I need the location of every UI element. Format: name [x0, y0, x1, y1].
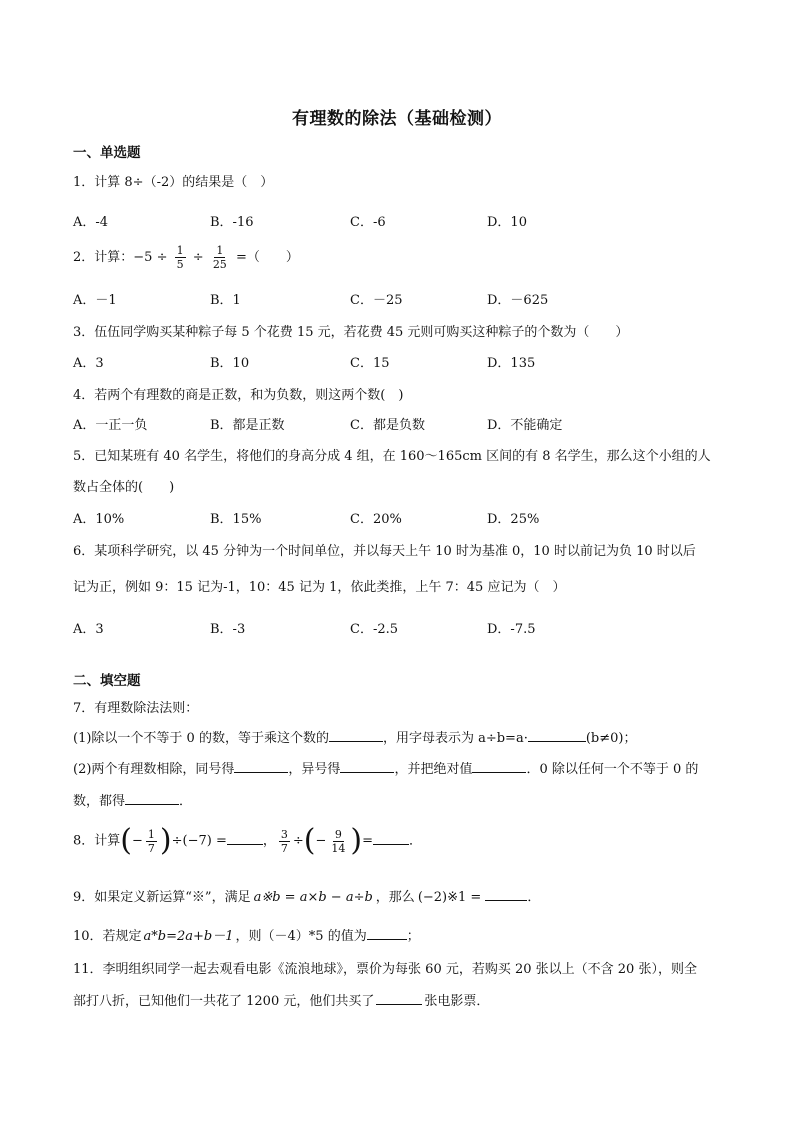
- question-7-line-1: 7．有理数除法法则：: [73, 701, 199, 716]
- q2-f1-numerator: 1: [176, 244, 184, 257]
- q8-f1-denominator: 7: [147, 841, 155, 855]
- q8-mid-1: ÷(−7) =: [171, 833, 227, 849]
- answer-blank: [227, 832, 263, 845]
- q2-divide-sign: ÷: [192, 250, 204, 265]
- q2-suffix: =（ ）: [235, 250, 299, 265]
- q2-fraction-2: [211, 244, 229, 271]
- q8-comma: ，: [262, 833, 276, 849]
- question-7-line-3: [73, 758, 698, 777]
- q8-f1-numerator: 1: [147, 827, 155, 841]
- answer-blank: [125, 792, 179, 805]
- q1-option-d: D．10: [487, 215, 527, 230]
- question-6-line-2: 记为正，例如 9：15 记为-1，10：45 记为 1，依此类推，上午 7：45 应记为（ ）: [73, 580, 566, 595]
- q7-l2-text-b: ，用字母表示为 a÷b=a·: [382, 731, 528, 746]
- question-11-line-1: 11．李明组织同学一起去观看电影《流浪地球》，票价为每张 60 元，若购买 20 张以上（不含 20 张），则全: [73, 962, 697, 977]
- q8-left-paren: (: [120, 823, 132, 858]
- answer-blank: [234, 760, 288, 773]
- q7-l4-text-a: 数，都得: [73, 794, 126, 809]
- q2-option-d: D．－625: [487, 293, 549, 308]
- answer-blank: [485, 888, 527, 901]
- q8-fraction-3: [329, 828, 347, 855]
- q8-f2-numerator: 3: [280, 827, 288, 841]
- q8-fraction-2: [279, 828, 290, 855]
- q8-end: ．: [409, 833, 423, 849]
- q9-end: ．: [527, 890, 541, 905]
- q2-f2-numerator: 1: [216, 244, 224, 257]
- answer-blank: [373, 832, 409, 845]
- q8-equals: =: [362, 833, 374, 849]
- answer-blank: [376, 992, 422, 1005]
- q7-l3-text-c: ，并把绝对值: [394, 762, 473, 777]
- q3-option-d: D．135: [487, 356, 536, 371]
- question-11-line-2: [73, 990, 489, 1009]
- q2-prefix: 2．计算：: [73, 250, 134, 265]
- q6-option-b: B．-3: [210, 622, 246, 637]
- q1-option-a: A．-4: [73, 215, 109, 230]
- q6-option-c: C．-2.5: [350, 622, 399, 637]
- question-7-line-4: [73, 790, 192, 809]
- q4-option-c: C．都是负数: [350, 418, 425, 433]
- q7-l2-text-a: (1)除以一个不等于 0 的数，等于乘这个数的: [73, 731, 329, 746]
- question-9-text: [73, 886, 540, 905]
- q8-prefix: 8．计算: [73, 833, 121, 849]
- page-title: 有理数的除法（基础检测）: [292, 109, 502, 129]
- q2-fraction-1: [175, 244, 186, 271]
- answer-blank: [367, 927, 407, 940]
- q8-minus-2: −: [315, 833, 327, 849]
- q1-option-b: B．-16: [210, 215, 254, 230]
- q4-option-a: A．一正一负: [73, 418, 148, 433]
- question-7-line-2: [73, 727, 636, 746]
- q10-prefix: 10．若规定: [73, 929, 142, 944]
- q8-minus: −: [132, 833, 143, 849]
- q8-f2-denominator: 7: [280, 841, 288, 855]
- q10-mid: ，则（－4）*5 的值为: [235, 929, 367, 944]
- answer-blank: [472, 760, 526, 773]
- question-5-line-2: 数占全体的( ): [73, 480, 175, 495]
- q8-f3-numerator: 9: [334, 827, 342, 841]
- q2-option-c: C．－25: [350, 293, 403, 308]
- q7-l3-text-b: ，异号得: [288, 762, 341, 777]
- q8-right-paren-2: ): [350, 823, 363, 858]
- question-2-text: [73, 244, 299, 271]
- q5-option-b: B．15%: [210, 512, 262, 527]
- q3-option-c: C．15: [350, 356, 390, 371]
- answer-blank: [340, 760, 394, 773]
- q5-option-a: A．10%: [73, 512, 125, 527]
- q9-formula: a※b = a×b − a÷b: [253, 890, 373, 905]
- question-8-text: [73, 823, 423, 858]
- q10-formula: a*b=2a+b－1: [143, 929, 234, 944]
- question-1-text: 1．计算 8÷（-2）的结果是（ ）: [73, 175, 274, 190]
- question-10-text: [73, 925, 420, 944]
- q3-option-b: B．10: [210, 356, 250, 371]
- q7-l3-text-a: (2)两个有理数相除，同号得: [73, 762, 235, 777]
- q8-left-paren-2: (: [303, 823, 316, 858]
- q5-option-c: C．20%: [350, 512, 402, 527]
- q8-divide-sign: ÷: [292, 833, 304, 849]
- q7-l4-text-b: ．: [179, 794, 193, 809]
- q11-l2-text-b: 张电影票．: [424, 994, 490, 1009]
- q10-end: ；: [406, 929, 420, 944]
- section-heading-fill-in: 二、填空题: [73, 673, 141, 689]
- answer-blank: [528, 729, 586, 742]
- q2-minus-five: −5 ÷: [133, 250, 168, 265]
- question-3-text: 3．伍伍同学购买某种粽子每 5 个花费 15 元，若花费 45 元则可购买这种粽子的个数为（ ）: [73, 325, 629, 340]
- q8-right-paren: ): [159, 823, 172, 858]
- q7-l3-text-d: ．0 除以任何一个不等于 0 的: [526, 762, 699, 777]
- q4-option-b: B．都是正数: [210, 418, 285, 433]
- q8-f3-denominator: 14: [331, 841, 346, 855]
- q2-f2-denominator: 25: [212, 258, 227, 271]
- q11-l2-text-a: 部打八折，已知他们一共花了 1200 元，他们共买了: [73, 994, 375, 1009]
- question-5-line-1: 5．已知某班有 40 名学生，将他们的身高分成 4 组，在 160～165cm 区间的有 8 名学生，那么这个小组的人: [73, 449, 711, 464]
- answer-blank: [329, 729, 383, 742]
- q4-option-d: D．不能确定: [487, 418, 563, 433]
- q9-mid: ，那么: [375, 890, 415, 905]
- q7-l2-text-c: (b≠0)；: [585, 731, 637, 746]
- q9-expression: (−2)※1 =: [417, 890, 482, 905]
- q3-option-a: A．3: [73, 356, 104, 371]
- q8-fraction-1: [146, 828, 157, 855]
- q2-option-b: B．1: [210, 293, 241, 308]
- q9-prefix: 9．如果定义新运算“※”，满足: [73, 890, 251, 905]
- question-6-line-1: 6．某项科学研究，以 45 分钟为一个时间单位，并以每天上午 10 时为基准 0，10 时以前记为负 10 时以后: [73, 544, 696, 559]
- question-4-text: 4．若两个有理数的商是正数，和为负数，则这两个数( ): [73, 388, 404, 403]
- q6-option-a: A．3: [73, 622, 104, 637]
- q2-f1-denominator: 5: [176, 258, 184, 271]
- q2-option-a: A．－1: [73, 293, 117, 308]
- q1-option-c: C．-6: [350, 215, 386, 230]
- q6-option-d: D．-7.5: [487, 622, 536, 637]
- q5-option-d: D．25%: [487, 512, 540, 527]
- section-heading-single-choice: 一、单选题: [73, 145, 141, 161]
